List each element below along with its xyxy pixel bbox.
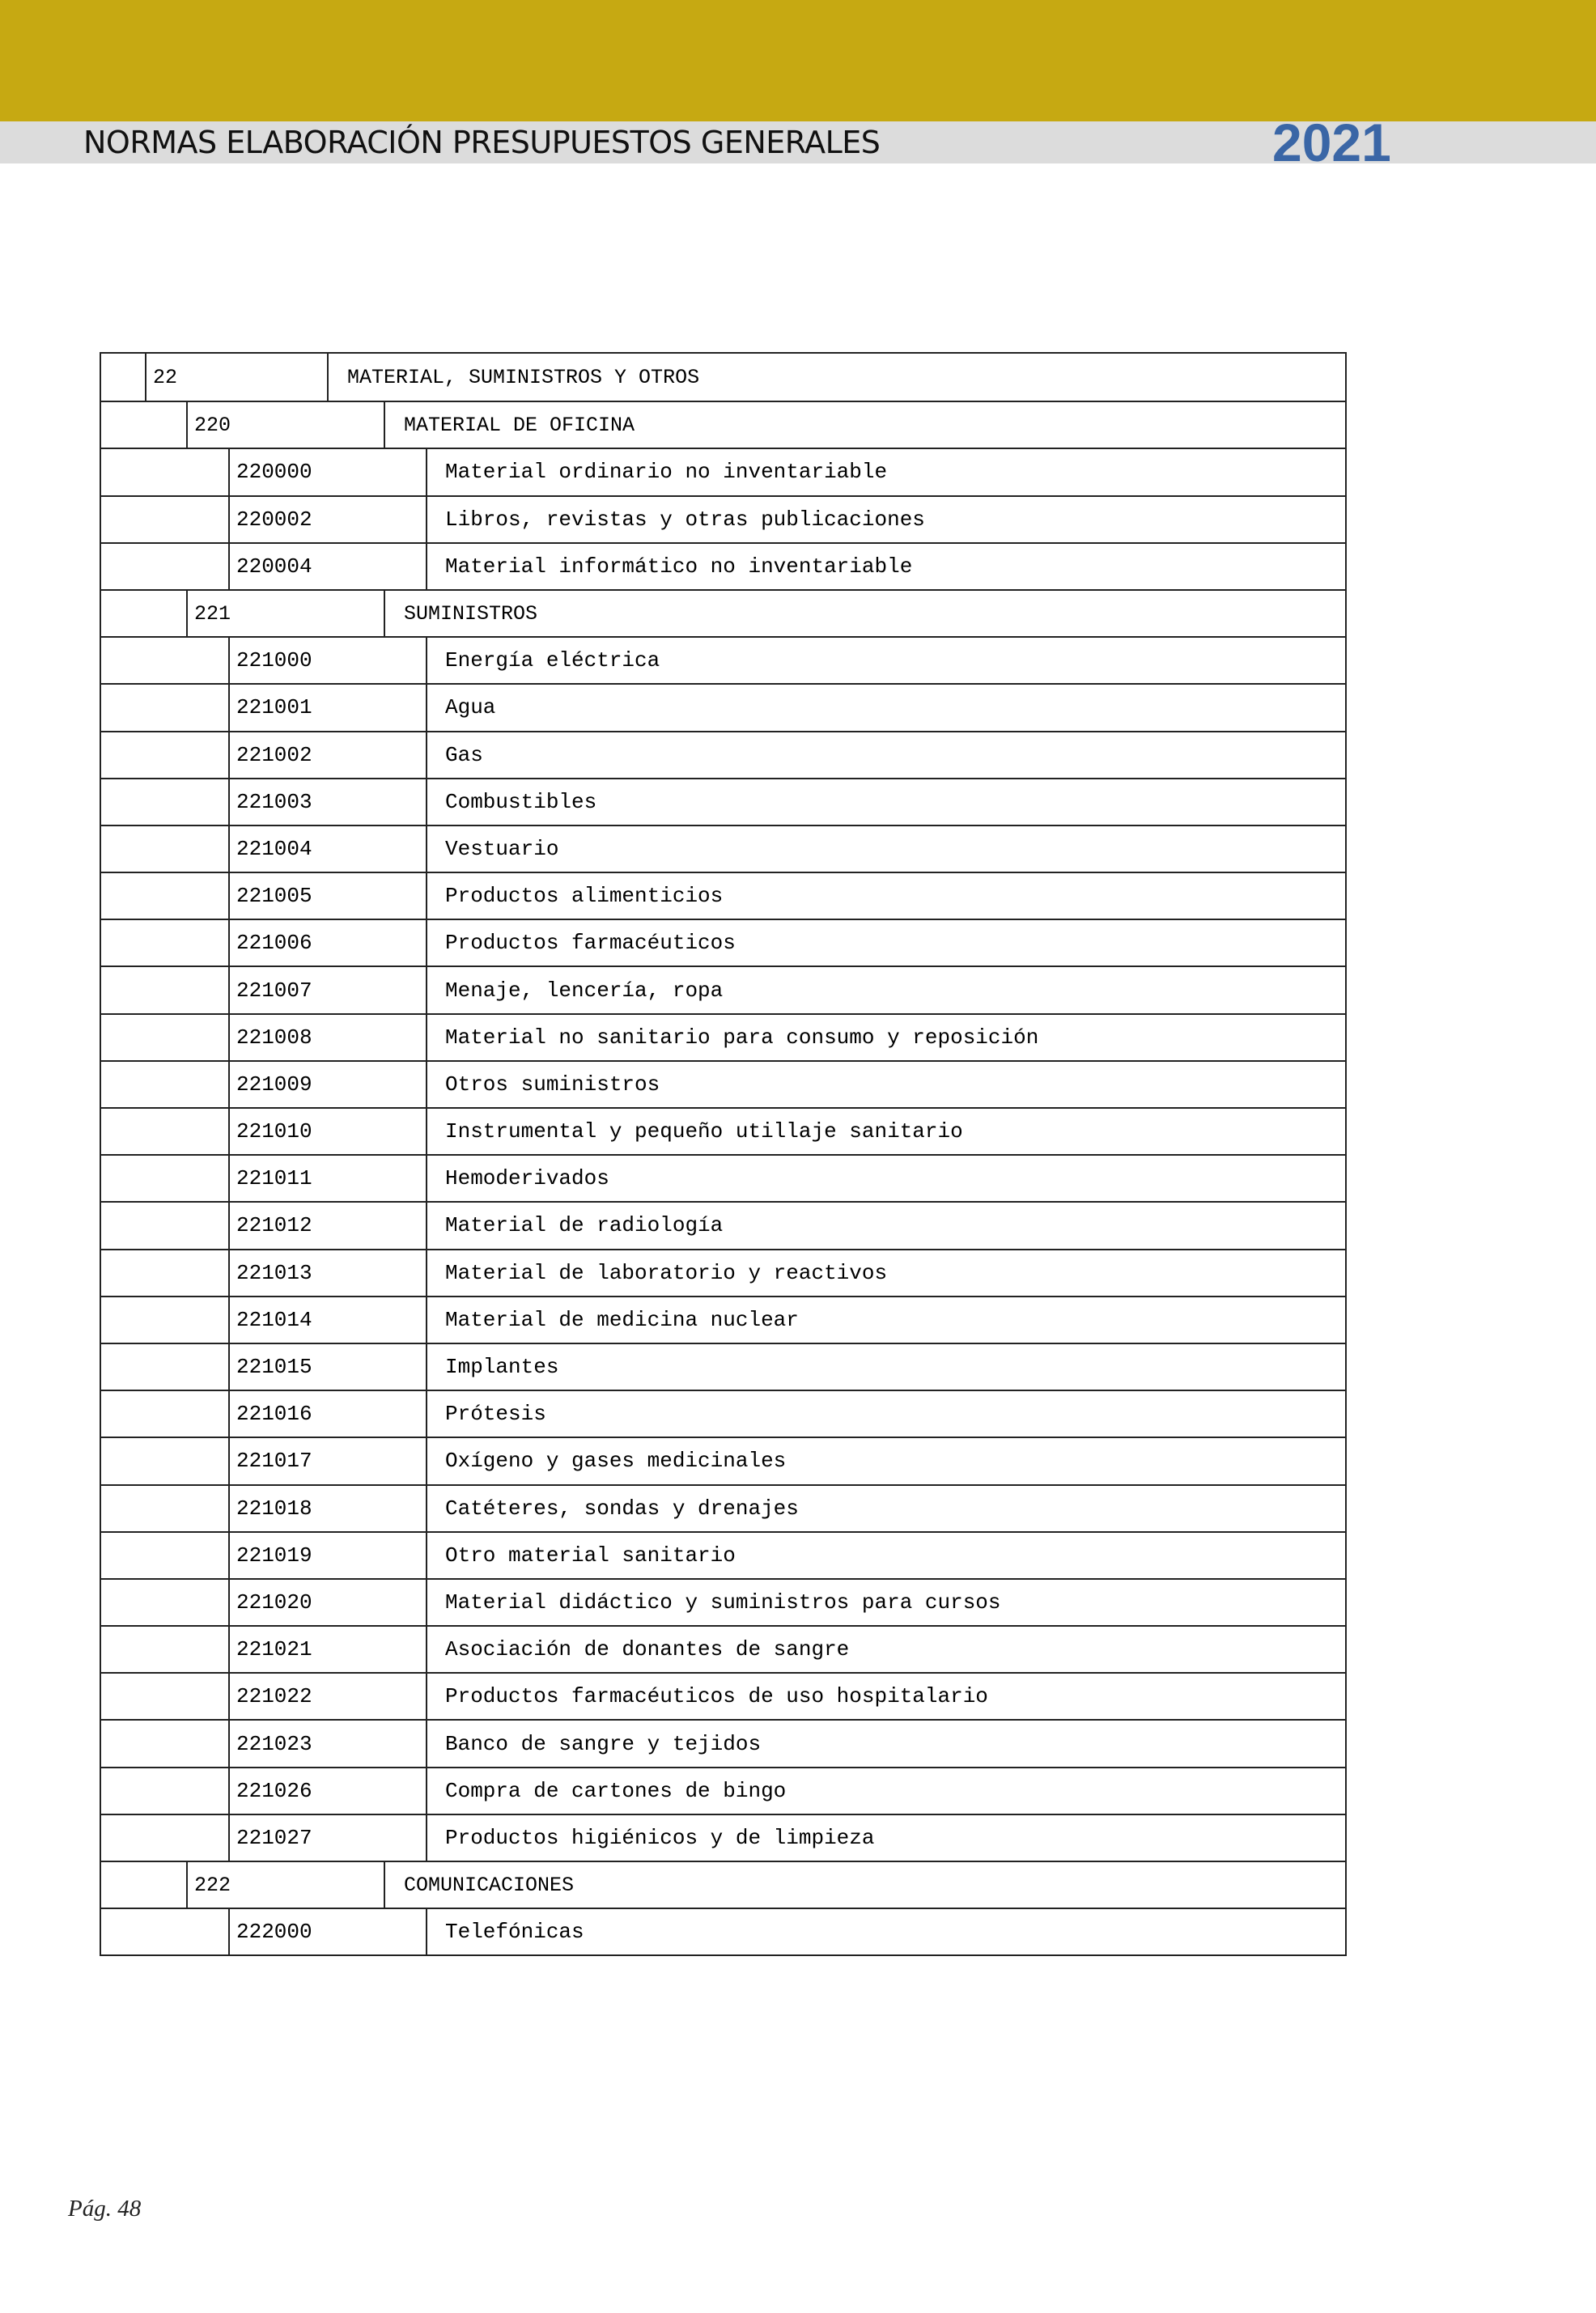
column-divider — [228, 1721, 230, 1766]
row-code: 221023 — [236, 1731, 312, 1756]
column-divider — [426, 1486, 427, 1531]
table-row — [101, 636, 1345, 683]
table-row — [101, 1908, 1345, 1954]
column-divider — [426, 1062, 427, 1107]
row-description: Combustibles — [445, 789, 597, 814]
table-row — [101, 1249, 1345, 1296]
row-description: Compra de cartones de bingo — [445, 1778, 787, 1803]
row-description: Otros suministros — [445, 1072, 660, 1097]
row-description: Libros, revistas y otras publicaciones — [445, 507, 925, 532]
row-code: 221018 — [236, 1496, 312, 1521]
row-code: 221017 — [236, 1449, 312, 1474]
column-divider — [228, 1674, 230, 1719]
row-code: 221006 — [236, 931, 312, 956]
row-code: 221014 — [236, 1307, 312, 1332]
row-description: Material de laboratorio y reactivos — [445, 1260, 888, 1285]
table-subgroup-row — [101, 589, 1345, 636]
row-description: Productos farmacéuticos — [445, 931, 736, 956]
row-description: Instrumental y pequeño utillaje sanitario — [445, 1119, 963, 1144]
row-code: 221 — [194, 601, 231, 626]
row-description: Prótesis — [445, 1402, 546, 1427]
table-row — [101, 825, 1345, 872]
table-row — [101, 1343, 1345, 1390]
column-divider — [228, 1297, 230, 1343]
column-divider — [228, 1391, 230, 1437]
table-row — [101, 1060, 1345, 1107]
table-row — [101, 1719, 1345, 1766]
row-description: Material informático no inventariable — [445, 554, 913, 579]
row-code: 221013 — [236, 1260, 312, 1285]
row-code: 221008 — [236, 1025, 312, 1050]
column-divider — [228, 1344, 230, 1390]
column-divider — [426, 1674, 427, 1719]
row-description: Energía eléctrica — [445, 648, 660, 673]
column-divider — [228, 1156, 230, 1201]
column-divider — [426, 1109, 427, 1154]
column-divider — [228, 732, 230, 778]
row-code: 221007 — [236, 978, 312, 1003]
row-description: Menaje, lencería, ropa — [445, 978, 724, 1003]
column-divider — [426, 1533, 427, 1578]
column-divider — [426, 1015, 427, 1060]
row-code: 221021 — [236, 1637, 312, 1662]
row-description: Asociación de donantes de sangre — [445, 1637, 850, 1662]
table-row — [101, 731, 1345, 778]
row-code: 221022 — [236, 1684, 312, 1709]
column-divider — [228, 1203, 230, 1248]
page-number: Pág. 48 — [68, 2196, 142, 2222]
column-divider — [228, 1015, 230, 1060]
table-row — [101, 778, 1345, 825]
header-gold-band — [0, 0, 1596, 121]
row-code: 221015 — [236, 1355, 312, 1380]
table-row — [101, 1107, 1345, 1154]
row-code: 220 — [194, 413, 231, 437]
column-divider — [327, 354, 329, 401]
column-divider — [228, 1909, 230, 1954]
column-divider — [228, 1250, 230, 1296]
row-description: Agua — [445, 695, 496, 720]
row-code: 221001 — [236, 695, 312, 720]
column-divider — [426, 826, 427, 872]
table-row — [101, 495, 1345, 542]
table-row — [101, 542, 1345, 589]
table-row — [101, 1013, 1345, 1060]
table-row — [101, 1390, 1345, 1437]
column-divider — [426, 449, 427, 494]
row-description: MATERIAL, SUMINISTROS Y OTROS — [347, 365, 700, 389]
table-row — [101, 1625, 1345, 1672]
row-description: Implantes — [445, 1355, 559, 1380]
row-code: 221009 — [236, 1072, 312, 1097]
table-row — [101, 448, 1345, 494]
column-divider — [426, 1815, 427, 1861]
row-description: COMUNICACIONES — [404, 1873, 575, 1897]
column-divider — [228, 1062, 230, 1107]
column-divider — [186, 1862, 188, 1908]
row-code: 221002 — [236, 742, 312, 767]
column-divider — [384, 591, 385, 636]
column-divider — [228, 1109, 230, 1154]
row-description: Hemoderivados — [445, 1166, 609, 1191]
row-code: 221005 — [236, 884, 312, 909]
budget-codes-table — [100, 352, 1347, 1956]
row-code: 221011 — [236, 1166, 312, 1191]
row-description: Catéteres, sondas y drenajes — [445, 1496, 799, 1521]
row-description: Material de medicina nuclear — [445, 1307, 799, 1332]
row-code: 220004 — [236, 554, 312, 579]
column-divider — [228, 1438, 230, 1483]
table-row — [101, 683, 1345, 730]
row-code: 221003 — [236, 789, 312, 814]
column-divider — [426, 1203, 427, 1248]
table-row — [101, 1531, 1345, 1578]
row-description: Material de radiología — [445, 1213, 724, 1238]
column-divider — [426, 1438, 427, 1483]
column-divider — [228, 638, 230, 683]
column-divider — [145, 354, 146, 401]
column-divider — [228, 1533, 230, 1578]
column-divider — [426, 873, 427, 919]
column-divider — [228, 1627, 230, 1672]
table-row — [101, 1767, 1345, 1814]
column-divider — [426, 638, 427, 683]
column-divider — [384, 402, 385, 448]
table-row — [101, 1672, 1345, 1719]
column-divider — [384, 1862, 385, 1908]
column-divider — [426, 1391, 427, 1437]
column-divider — [186, 591, 188, 636]
row-code: 222 — [194, 1873, 231, 1897]
table-row — [101, 1154, 1345, 1201]
table-row — [101, 1814, 1345, 1861]
table-group-row — [101, 354, 1345, 401]
row-description: Telefónicas — [445, 1920, 584, 1945]
row-code: 22 — [153, 365, 178, 389]
column-divider — [426, 1344, 427, 1390]
row-description: Material ordinario no inventariable — [445, 460, 888, 485]
table-row — [101, 966, 1345, 1012]
column-divider — [426, 732, 427, 778]
row-code: 221020 — [236, 1589, 312, 1615]
row-description: Productos farmacéuticos de uso hospitalario — [445, 1684, 988, 1709]
row-description: Oxígeno y gases medicinales — [445, 1449, 787, 1474]
column-divider — [426, 685, 427, 730]
row-code: 221019 — [236, 1543, 312, 1568]
table-row — [101, 1296, 1345, 1343]
row-code: 221027 — [236, 1825, 312, 1850]
column-divider — [426, 1909, 427, 1954]
column-divider — [426, 1627, 427, 1672]
row-code: 222000 — [236, 1920, 312, 1945]
column-divider — [228, 826, 230, 872]
row-description: Banco de sangre y tejidos — [445, 1731, 762, 1756]
column-divider — [426, 544, 427, 589]
table-row — [101, 1201, 1345, 1248]
column-divider — [228, 1768, 230, 1814]
column-divider — [426, 779, 427, 825]
column-divider — [228, 1815, 230, 1861]
table-row — [101, 1484, 1345, 1531]
row-description: Material no sanitario para consumo y reposición — [445, 1025, 1039, 1050]
row-code: 221026 — [236, 1778, 312, 1803]
table-row — [101, 872, 1345, 919]
column-divider — [426, 1580, 427, 1625]
row-code: 221010 — [236, 1119, 312, 1144]
table-row — [101, 1437, 1345, 1483]
row-description: Gas — [445, 742, 483, 767]
column-divider — [228, 1580, 230, 1625]
column-divider — [228, 967, 230, 1012]
table-subgroup-row — [101, 1861, 1345, 1908]
document-title: NORMAS ELABORACIÓN PRESUPUESTOS GENERALES — [83, 125, 881, 160]
column-divider — [186, 402, 188, 448]
row-description: Material didáctico y suministros para cursos — [445, 1589, 1001, 1615]
row-code: 221016 — [236, 1402, 312, 1427]
column-divider — [228, 685, 230, 730]
column-divider — [228, 544, 230, 589]
row-code: 221004 — [236, 836, 312, 861]
column-divider — [426, 920, 427, 966]
row-description: Vestuario — [445, 836, 559, 861]
column-divider — [228, 497, 230, 542]
column-divider — [228, 449, 230, 494]
table-row — [101, 919, 1345, 966]
row-description: Otro material sanitario — [445, 1543, 736, 1568]
column-divider — [228, 779, 230, 825]
row-description: SUMINISTROS — [404, 601, 538, 626]
table-subgroup-row — [101, 401, 1345, 448]
column-divider — [228, 873, 230, 919]
document-year: 2021 — [1272, 112, 1391, 172]
column-divider — [228, 1486, 230, 1531]
row-description: Productos alimenticios — [445, 884, 724, 909]
table-row — [101, 1578, 1345, 1625]
row-description: Productos higiénicos y de limpieza — [445, 1825, 875, 1850]
column-divider — [426, 967, 427, 1012]
column-divider — [426, 1297, 427, 1343]
column-divider — [426, 497, 427, 542]
row-code: 221000 — [236, 648, 312, 673]
row-code: 220002 — [236, 507, 312, 532]
row-code: 221012 — [236, 1213, 312, 1238]
row-code: 220000 — [236, 460, 312, 485]
column-divider — [426, 1156, 427, 1201]
column-divider — [426, 1250, 427, 1296]
row-description: MATERIAL DE OFICINA — [404, 413, 635, 437]
column-divider — [228, 920, 230, 966]
column-divider — [426, 1768, 427, 1814]
column-divider — [426, 1721, 427, 1766]
